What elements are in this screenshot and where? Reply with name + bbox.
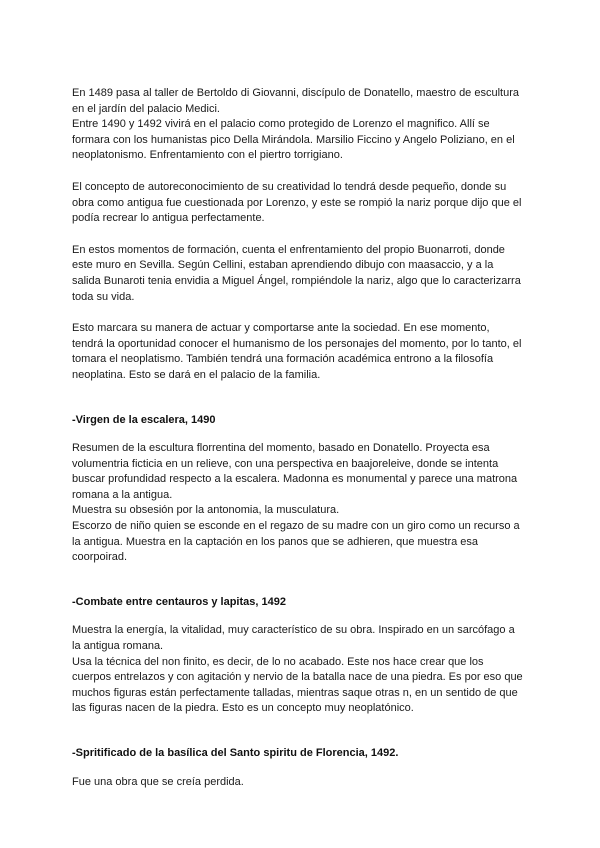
text-line: neoplatina. Esto se dará en el palacio de la familia. — [72, 368, 321, 381]
text-line: toda su vida. — [72, 290, 135, 303]
text-line: El concepto de autoreconocimiento de su creatividad lo tendrá desde pequeño, donde su — [72, 180, 507, 193]
text-line: este muro en Sevilla. Según Cellini, estaban aprendiendo dibujo con maasaccio, y a la — [72, 259, 494, 272]
text-line: Resumen de la escultura florrentina del momento, basado en Donatello. Proyecta esa — [72, 442, 490, 455]
text-line: formara con los humanistas pico Della Mirándola. Marsilio Ficcino y Angelo Poliziano, en el — [72, 133, 515, 146]
section-heading-combate: -Combate entre centauros y lapitas, 1492 — [72, 595, 286, 608]
text-line: buscar profundidad respecto a la escalera. Madonna es monumental y parece una matrona — [72, 473, 518, 486]
paragraph-intro — [72, 86, 534, 164]
section-body-combate — [72, 623, 534, 717]
text-line: En 1489 pasa al taller de Bertoldo di Giovanni, discípulo de Donatello, maestro de escultura — [72, 87, 519, 99]
text-line: salida Bunaroti tenia envidia a Miguel Ángel, rompiéndole la nariz, algo que lo caracterizarra — [72, 274, 521, 287]
text-line: la antigua romana. — [72, 640, 164, 653]
text-line: coorpoirad. — [72, 551, 128, 564]
document-body — [72, 86, 534, 806]
section-heading-virgen: -Virgen de la escalera, 1490 — [72, 413, 216, 426]
section-body-spritificado — [72, 775, 534, 791]
text-line: romana a la antigua. — [72, 488, 173, 501]
text-line: En estos momentos de formación, cuenta el enfrentamiento del propio Buonarroti, donde — [72, 243, 505, 256]
text-line: tendrá la oportunidad conocer el humanismo de los personajes del momento, por lo tanto, el — [72, 337, 522, 350]
text-line: neoplatonismo. Enfrentamiento con el piertro torrigiano. — [72, 149, 343, 162]
section-heading-spritificado: -Spritificado de la basílica del Santo spiritu de Florencia, 1492. — [72, 747, 399, 759]
text-line: volumentria ficticia en un relieve, con una perspectiva en baajoreleive, donde se intenta — [72, 457, 499, 470]
text-line: tomara el neoplatismo. También tendrá una formación académica entrono a la filosofía — [72, 353, 494, 366]
text-line: en el jardín del palacio Medici. — [72, 102, 220, 115]
text-line: Muestra su obsesión por la antonomia, la musculatura. — [72, 504, 340, 517]
text-line: Muestra la energía, la vitalidad, muy característico de su obra. Inspirado en un sarcófago a — [72, 624, 515, 637]
text-line: cuerpos entrelazos y con agitación y nervio de la batalla nace de una piedra. Es por eso que — [72, 671, 523, 684]
text-line: podía recrear lo antigua perfectamente. — [72, 212, 265, 225]
paragraph-autoreconocimiento — [72, 180, 534, 227]
text-line: las figuras nacen de la piedra. Esto es un concepto muy neoplatónico. — [72, 702, 414, 715]
text-line: muchos figuras están perfectamente talladas, mientras saque otras n, en un sentido de que — [72, 686, 518, 699]
text-line: obra como antigua fue cuestionada por Lorenzo, y este se rompió la nariz porque dijo que el — [72, 196, 522, 209]
paragraph-formacion — [72, 243, 534, 305]
text-line: la antigua. Muestra en la captación en los panos que se adhieren, que muestra esa — [72, 535, 479, 548]
text-line: Escorzo de niño quien se esconde en el regazo de su madre con un giro como un recurso a — [72, 520, 520, 533]
text-line: Usa la técnica del non finito, es decir, de lo no acabado. Este nos hace crear que los — [72, 655, 484, 668]
text-line: Fue una obra que se creía perdida. — [72, 775, 244, 788]
paragraph-humanismo — [72, 321, 534, 383]
text-line: Entre 1490 y 1492 vivirá en el palacio como protegido de Lorenzo el magnifico. Allí se — [72, 118, 490, 131]
section-body-virgen — [72, 441, 534, 566]
text-line: Esto marcara su manera de actuar y comportarse ante la sociedad. En ese momento, — [72, 322, 490, 335]
